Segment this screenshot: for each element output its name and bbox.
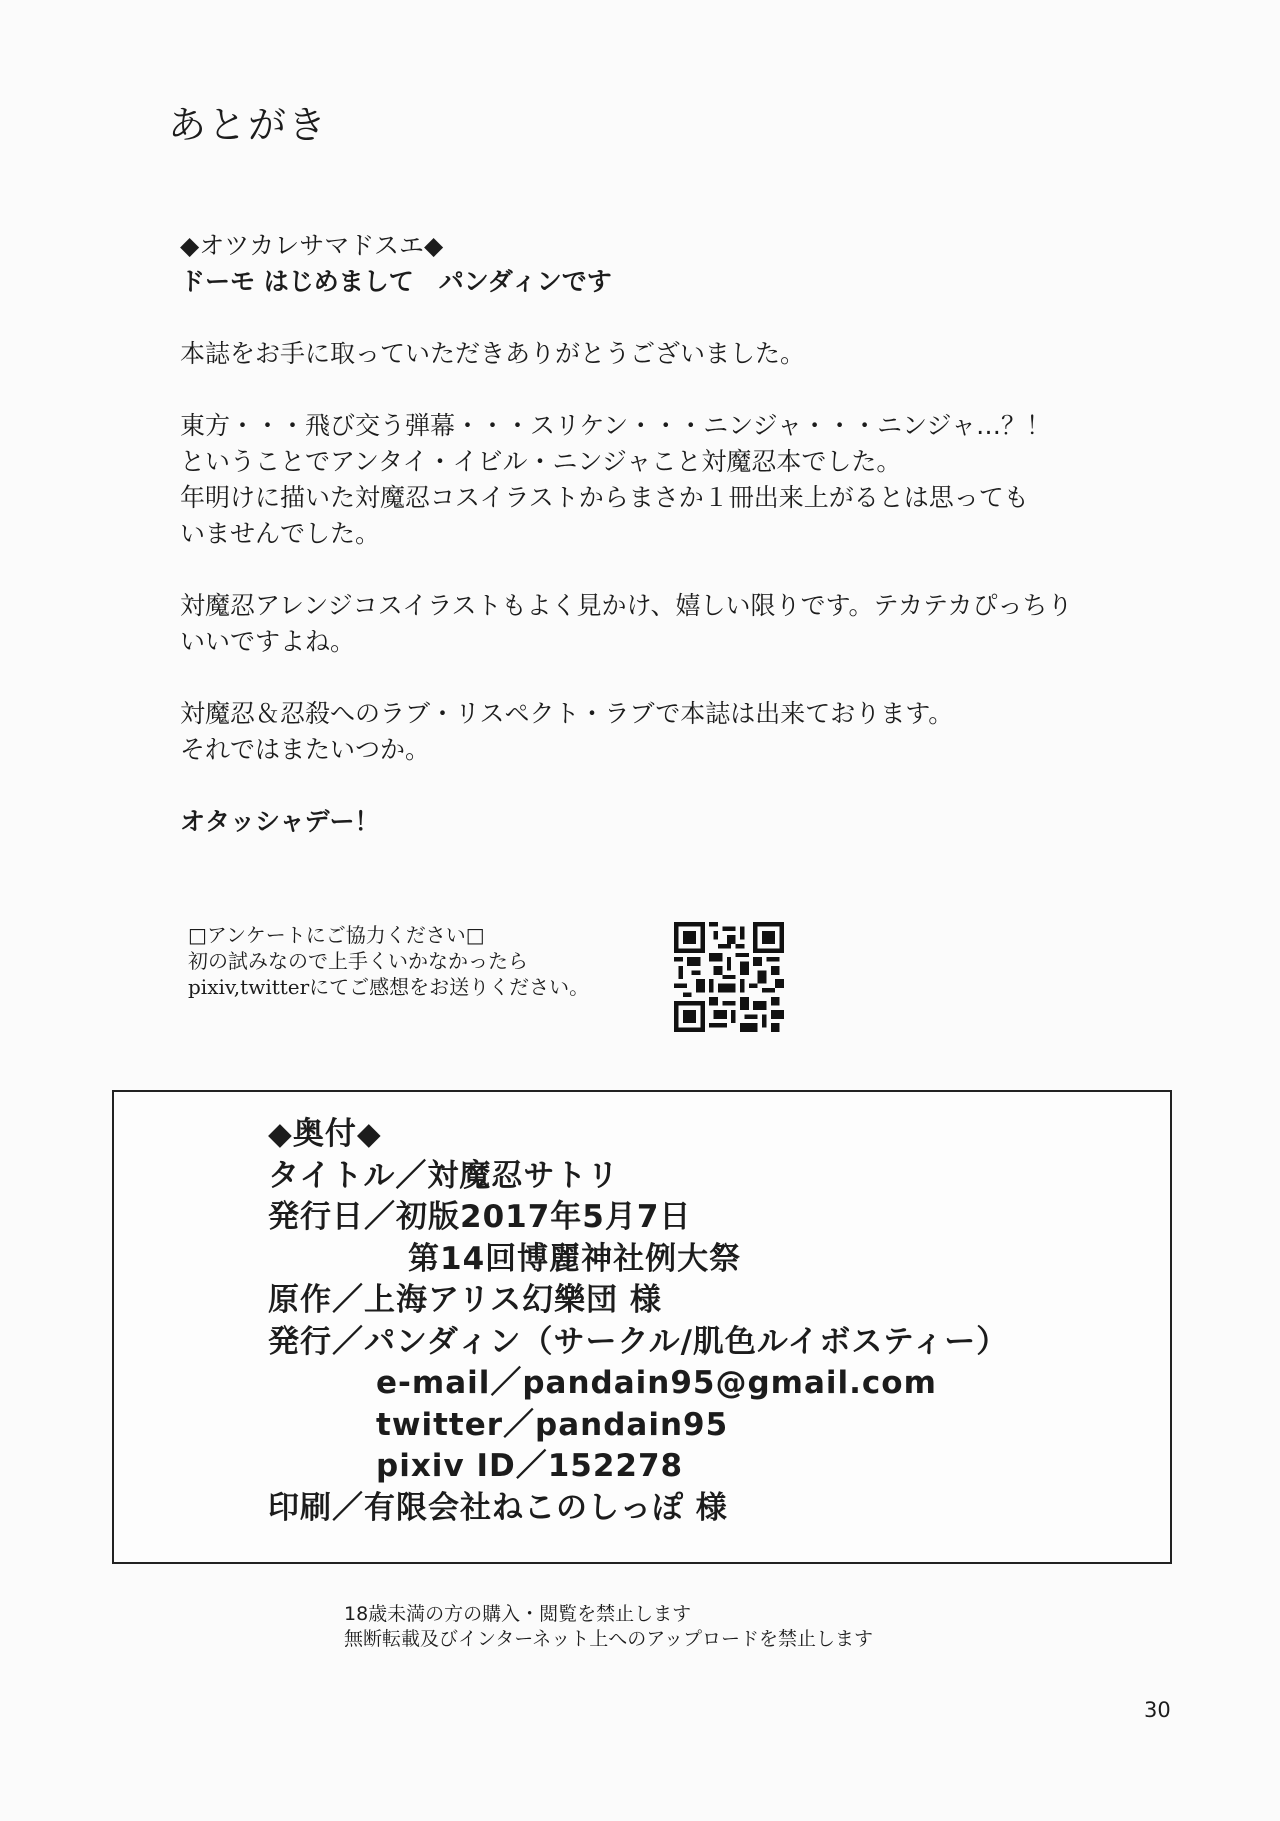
legal-notice [344,1602,873,1652]
colophon-twitter: twitter／pandain95 [376,1406,729,1443]
paragraph-3-line-2: いいですよね。 [180,627,356,656]
colophon-publisher: 発行／パンダィン（サークル/肌色ルイボスティー） [268,1323,1009,1360]
paragraph-2-line-3: 年明けに描いた対魔忍コスイラストからまさか１冊出来上がるとは思っても [180,483,1029,512]
farewell-line: オタッシャデー！ [180,807,380,836]
thanks-line: 本誌をお手に取っていただきありがとうございました。 [180,339,806,368]
colophon-title: タイトル／対魔忍サトリ [268,1157,620,1194]
greeting-line-2: ドーモ はじめまして パンダィンです [180,267,612,296]
page-number: 30 [1144,1698,1171,1722]
colophon-box [112,1090,1172,1564]
survey-line-2: 初の試みなので上手くいかなかったら [188,949,528,973]
survey-line-1: □アンケートにご協力ください□ [188,923,485,947]
paragraph-2-line-4: いませんでした。 [180,519,381,548]
paragraph-4-line-2: それではまたいつか。 [180,735,431,764]
colophon-release-date: 発行日／初版2017年5月7日 [268,1199,692,1235]
colophon-printer: 印刷／有限会社ねこのしっぽ 様 [268,1489,728,1526]
paragraph-3-line-1: 対魔忍アレンジコスイラストもよく見かけ、嬉しい限りです。テカテカぴっちり [180,591,1073,620]
qr-code-icon[interactable] [674,922,784,1032]
survey-notice [188,922,589,1000]
paragraph-4-line-1: 対魔忍＆忍殺へのラブ・リスペクト・ラブで本誌は出来ております。 [180,699,954,728]
page-heading: あとがき [168,103,329,147]
greeting-line-1: ◆オツカレサマドスエ◆ [180,231,444,260]
paragraph-2-line-1: 東方・・・飛び交う弾幕・・・スリケン・・・ニンジャ・・・ニンジャ…？！ [180,411,1052,440]
colophon-pixiv: pixiv ID／152278 [376,1448,684,1484]
colophon-email: e-mail／pandain95@gmail.com [376,1365,937,1401]
survey-line-3: pixiv,twitterにてご感想をお送りください。 [188,975,590,999]
notice-line-1: 18歳未満の方の購入・閲覧を禁止します [344,1603,692,1625]
afterword-body [180,228,1160,840]
notice-line-2: 無断転載及びインターネット上へのアップロードを禁止します [344,1628,873,1650]
colophon-heading: ◆奥付◆ [268,1116,382,1152]
colophon-event: 第14回博麗神社例大祭 [408,1240,742,1277]
paragraph-2-line-2: ということでアンタイ・イビル・ニンジャこと対魔忍本でした。 [180,447,902,476]
colophon-original: 原作／上海アリス幻樂団 様 [268,1282,662,1318]
